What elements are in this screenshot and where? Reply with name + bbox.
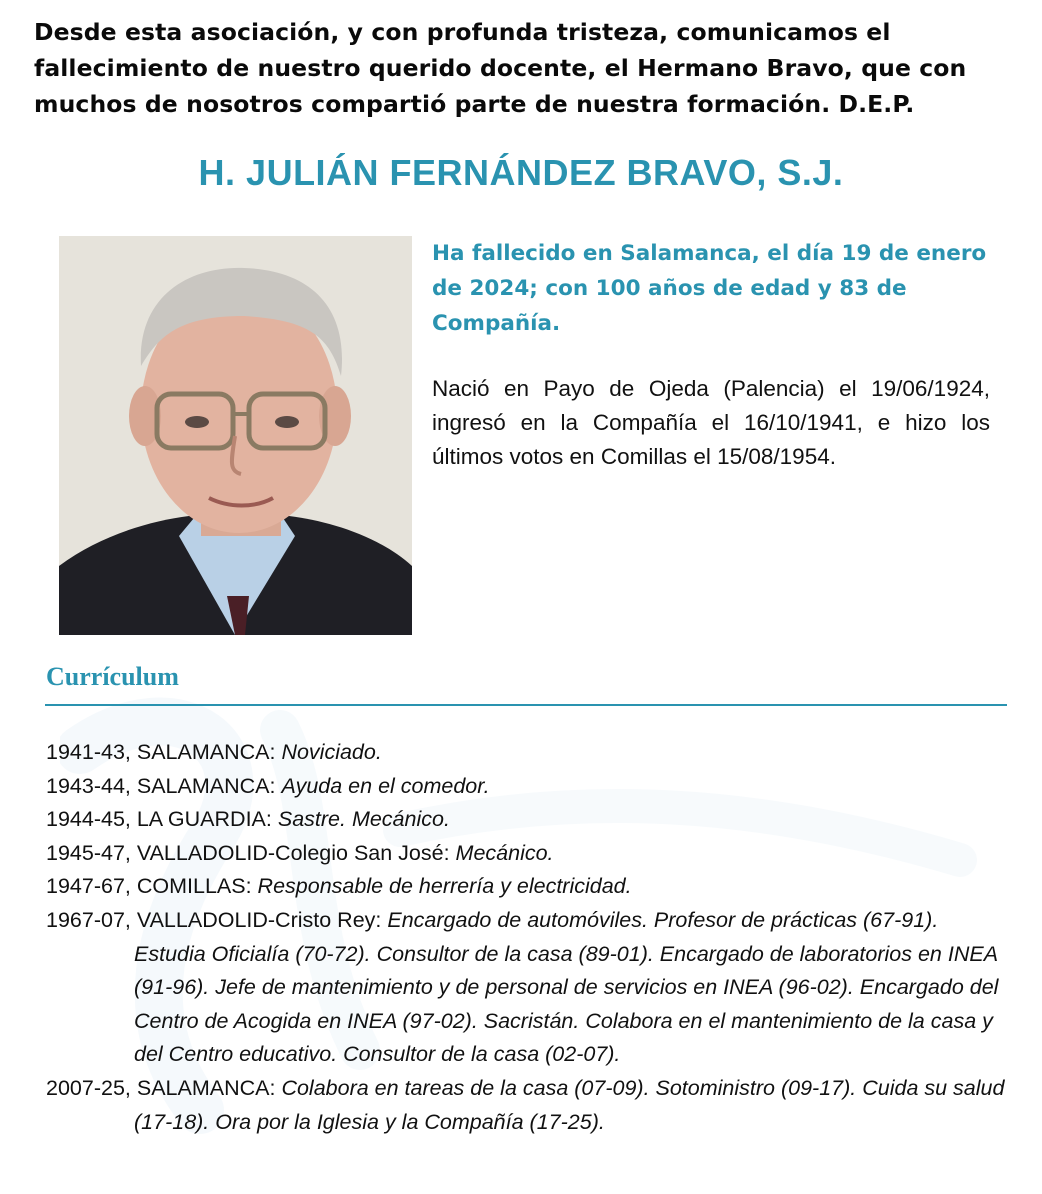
entry-place: 1941-43, SALAMANCA: — [46, 740, 276, 764]
curriculum-entry — [46, 803, 1008, 837]
intro-paragraph: Desde esta asociación, y con profunda tristeza, comunicamos el fallecimiento de nuestro querido docente, el Hermano Bravo, que con muchos de nosotros compartió parte de nuestra formación. D.E.P. — [34, 18, 967, 118]
entry-place: 1945-47, VALLADOLID-Colegio San José: — [46, 840, 450, 865]
entry-place: 1947-67, COMILLAS: — [46, 874, 252, 899]
entry-place: 1967-07, VALLADOLID-Cristo Rey: — [46, 907, 382, 932]
entry-detail: Mecánico. — [455, 840, 554, 865]
entry-detail: Encargado de automóviles. Profesor de prácticas (67-91). Estudia Oficialía (70-72). Consultor de la casa (89-01). Encargado de laboratorios en INEA (91-96). Jefe de mantenimiento y de personal de servicios en INEA (96-02). Encargado del Centro de Acogida en INEA (97-02). Sacristán. Colabora en el mantenimiento de la casa y del Centro educativo. Consultor de la casa (02-07). — [134, 907, 999, 1067]
entry-detail: Ayuda en el comedor. — [281, 773, 490, 798]
page-title: H. JULIÁN FERNÁNDEZ BRAVO, S.J. — [198, 152, 844, 193]
curriculum-divider — [45, 704, 1007, 706]
curriculum-entry — [46, 736, 1008, 770]
curriculum-entry — [46, 770, 1008, 804]
curriculum-list — [46, 736, 1008, 1139]
entry-detail: Sastre. Mecánico. — [277, 807, 450, 832]
curriculum-entry — [46, 904, 1008, 1072]
entry-place: 1944-45, LA GUARDIA: — [46, 807, 272, 832]
entry-detail: Responsable de herrería y electricidad. — [257, 874, 632, 899]
curriculum-entry — [46, 837, 1008, 871]
portrait-photo — [59, 236, 412, 635]
entry-detail: Noviciado. — [281, 740, 382, 764]
entry-place: 2007-25, SALAMANCA: — [46, 1075, 276, 1100]
biography-paragraph: Nació en Payo de Ojeda (Palencia) el 19/06/1924, ingresó en la Compañía el 16/10/1941, e hizo los últimos votos en Comillas el 15/08/1954. — [432, 376, 990, 469]
entry-detail: Colabora en tareas de la casa (07-09). Sotoministro (09-17). Cuida su salud (17-18). Ora por la Iglesia y la Compañía (17-25). — [134, 1075, 1005, 1134]
curriculum-heading: Currículum — [46, 662, 179, 691]
entry-place: 1943-44, SALAMANCA: — [46, 773, 276, 798]
curriculum-entry — [46, 870, 1008, 904]
death-notice: Ha fallecido en Salamanca, el día 19 de enero de 2024; con 100 años de edad y 83 de Compañía. — [432, 241, 987, 336]
curriculum-entry — [46, 1072, 1008, 1139]
